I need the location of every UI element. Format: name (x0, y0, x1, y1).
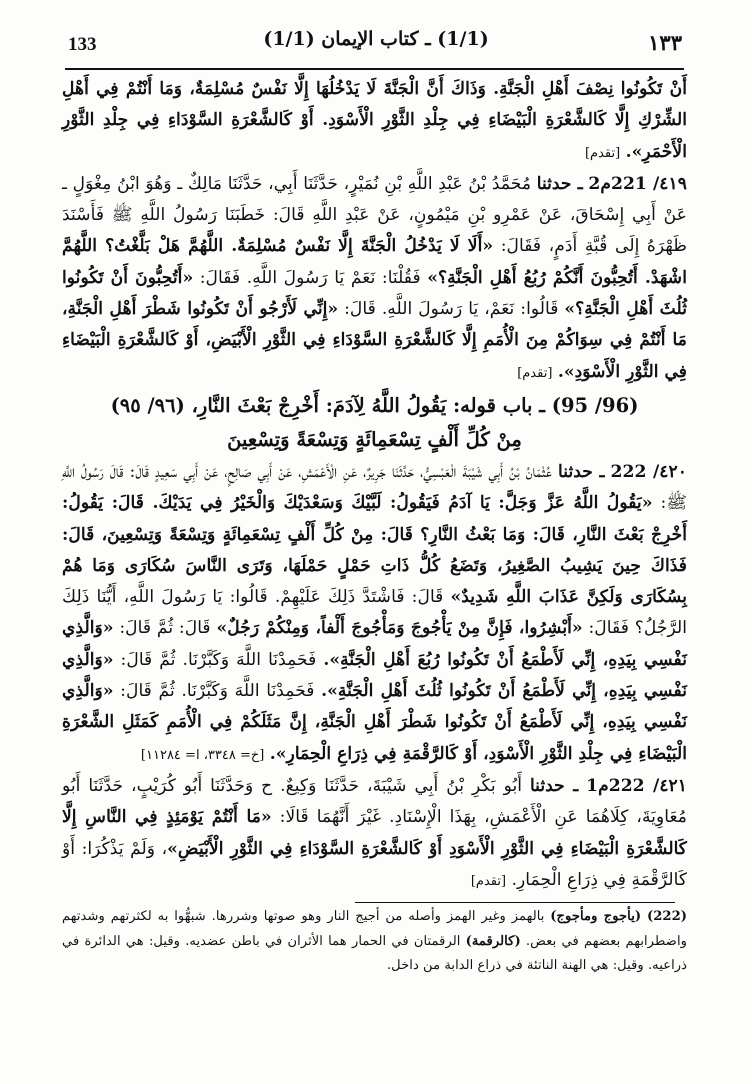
matn: «مَا أَنْتُمْ يَوْمَئِذٍ فِي النَّاسِ إِلَّا كَالشَّعْرَةِ الْبَيْضَاءِ فِي الثَّوْرِ الْأَسْوَدِ أَوْ كَالشَّعْرَةِ السَّوْدَاءِ فِي الثَّوْرِ الْأَبْيَضِ» (62, 807, 687, 859)
header-rule (65, 68, 684, 70)
haddathana-label: ـ حدثنا (529, 775, 579, 796)
main-text (62, 74, 687, 897)
hadith-420: ٤٢٠/ 222 ـ حدثنا عُثْمَانُ بْنُ أَبِي شَيْبَةَ الْعَبْسِيُّ، حَدَّثَنَا جَرِيرٌ، عَنِ الْأَعْمَشِ، عَنْ أَبِي صَالِحٍ، عَنْ أَبِي سَعِيدٍ قَالَ: قَالَ رَسُولُ اللَّهِ ﷺ: «يَقُولُ اللَّهُ عَزَّ وَجَلَّ: يَا آدَمُ فَيَقُولُ: لَبَّيْكَ وَسَعْدَيْكَ وَالْخَيْرُ فِي يَدَيْكَ. قَالَ: يَقُولُ: أَخْرِجْ بَعْثَ النَّارِ، قَالَ: وَمَا بَعْثُ النَّارِ؟ قَالَ: مِنْ كُلِّ أَلْفٍ تِسْعَمِائَةٍ وَتِسْعَةً وَتِسْعِينَ، قَالَ: فَذَاكَ حِينَ يَشِيبُ الصَّغِيرُ، وَتَضَعُ كُلُّ ذَاتِ حَمْلٍ حَمْلَهَا، وَتَرَى النَّاسَ سُكَارَى وَمَا هُمْ بِسُكَارَى وَلَكِنَّ عَذَابَ اللَّهِ شَدِيدٌ» قَالَ: فَاشْتَدَّ ذَلِكَ عَلَيْهِمْ. قَالُوا: يَا رَسُولَ اللَّهِ، أَيُّنَا ذَلِكَ الرَّجُلُ؟ فَقَالَ: «أَبْشِرُوا، فَإِنَّ مِنْ يَأْجُوجَ وَمَأْجُوجَ أَلْفاً، وَمِنْكُمْ رَجُلٌ» قَالَ: ثُمَّ قَالَ: «وَالَّذِي نَفْسِي بِيَدِهِ، إِنِّي لَأَطْمَعُ أَنْ تَكُونُوا رُبُعَ أَهْلِ الْجَنَّةِ». فَحَمِدْنَا اللَّهَ وَكَبَّرْنَا. ثُمَّ قَالَ: «وَالَّذِي نَفْسِي بِيَدِهِ، إِنِّي لَأَطْمَعُ أَنْ تَكُونُوا ثُلُثَ أَهْلِ الْجَنَّةِ». فَحَمِدْنَا اللَّهَ وَكَبَّرْنَا. ثُمَّ قَالَ: «وَالَّذِي نَفْسِي بِيَدِهِ، إِنِّي لَأَطْمَعُ أَنْ تَكُونُوا شَطْرَ أَهْلِ الْجَنَّةِ، إِنَّ مَثَلَكُمْ فِي الْأُمَمِ كَمَثَلِ الشَّعْرَةِ الْبَيْضَاءِ فِي جِلْدِ الثَّوْرِ الْأَسْوَدِ، أَوْ كَالرَّقْمَةِ فِي ذِرَاعِ الْحِمَارِ». [خ= ٣٣٤٨، ا= ١١٢٨٤] (62, 461, 688, 764)
footnote-term: (كالرقمة) (465, 933, 521, 949)
hadith-419: ٤١٩/ 221م2 ـ حدثنا مُحَمَّدُ بْنُ عَبْدِ اللَّهِ بْنِ نُمَيْرٍ، حَدَّثَنَا أَبِي، حَدَّثَنَا مَالِكٌ ـ وَهُوَ ابْنُ مِغْوَلٍ ـ عَنْ أَبِي إِسْحَاقَ، عَنْ عَمْرِو بْنِ مَيْمُونٍ، عَنْ عَبْدِ اللَّهِ قَالَ: خَطَبَنَا رَسُولُ اللَّهِ ﷺ فَأَسْنَدَ ظَهْرَهُ إِلَى قُبَّةِ أَدَمٍ، فَقَالَ: «أَلَا لَا يَدْخُلُ الْجَنَّةَ إِلَّا نَفْسٌ مُسْلِمَةٌ. اللَّهُمَّ هَلْ بَلَّغْتُ؟ اللَّهُمَّ اشْهَدْ. أَتُحِبُّونَ أَنَّكُمْ رُبُعُ أَهْلِ الْجَنَّةِ؟» فَقُلْنَا: نَعَمْ يَا رَسُولَ اللَّهِ. فَقَالَ: «أَتُحِبُّونَ أَنْ تَكُونُوا ثُلُثَ أَهْلِ الْجَنَّةِ؟» قَالُوا: نَعَمْ، يَا رَسُولَ اللَّهِ. قَالَ: «إِنِّي لَأَرْجُو أَنْ تَكُونُوا شَطْرَ أَهْلِ الْجَنَّةِ، مَا أَنْتُمْ فِي سِوَاكُمْ مِنَ الْأُمَمِ إِلَّا كَالشَّعْرَةِ السَّوْدَاءِ فِي الثَّوْرِ الْأَبْيَضِ، أَوْ كَالشَّعْرَةِ الْبَيْضَاءِ فِي الثَّوْرِ الْأَسْوَدِ». [تقدم] (62, 173, 688, 382)
isnad: أَبُو بَكْرِ بْنُ أَبِي شَيْبَةَ، حَدَّثَنَا وَكِيعٌ. ح وَحَدَّثَنَا أَبُو كُرَيْبٍ، حَدَّثَنَا أَبُو مُعَاوِيَةَ، كِلَاهُمَا عَنِ الْأَعْمَشِ، بِهَذَا الْإِسْنَادِ. غَيْرَ أَنَّهُمَا قَالَا: (62, 775, 687, 828)
reference: [تقدم] (584, 145, 621, 161)
page-number-latin: 133 (68, 34, 97, 55)
hadith-421: ٤٢١/ 222م1 ـ حدثنا أَبُو بَكْرِ بْنُ أَبِي شَيْبَةَ، حَدَّثَنَا وَكِيعٌ. ح وَحَدَّثَنَا أَبُو كُرَيْبٍ، حَدَّثَنَا أَبُو مُعَاوِيَةَ، كِلَاهُمَا عَنِ الْأَعْمَشِ، بِهَذَا الْإِسْنَادِ. غَيْرَ أَنَّهُمَا قَالَا: «مَا أَنْتُمْ يَوْمَئِذٍ فِي النَّاسِ إِلَّا كَالشَّعْرَةِ الْبَيْضَاءِ فِي الثَّوْرِ الْأَسْوَدِ أَوْ كَالشَّعْرَةِ السَّوْدَاءِ فِي الثَّوْرِ الْأَبْيَضِ»، وَلَمْ يَذْكُرَا: أَوْ كَالرَّقْمَةِ فِي ذِرَاعِ الْحِمَارِ. [تقدم] (62, 775, 688, 890)
footnote (62, 905, 687, 979)
footnote-text: بالهمز وغير الهمز وأصله من أجيج النار وهو صوتها وشررها. شبهُّوا به لكثرتهم وشدتهم واضطرابهم بعضهم في بعض. (62, 909, 687, 949)
matn: «يَقُولُ اللَّهُ عَزَّ وَجَلَّ: يَا آدَمُ فَيَقُولُ: لَبَّيْكَ وَسَعْدَيْكَ وَالْخَيْرُ فِي يَدَيْكَ. قَالَ: يَقُولُ: أَخْرِجْ بَعْثَ النَّارِ، قَالَ: وَمَا بَعْثُ النَّارِ؟ قَالَ: مِنْ كُلِّ أَلْفٍ تِسْعَمِائَةٍ وَتِسْعَةً وَتِسْعِينَ، قَالَ: فَذَاكَ حِينَ يَشِيبُ الصَّغِيرُ، وَتَضَعُ كُلُّ ذَاتِ حَمْلٍ حَمْلَهَا، وَتَرَى النَّاسَ سُكَارَى وَمَا هُمْ بِسُكَارَى وَلَكِنَّ عَذَابَ اللَّهِ شَدِيدٌ» (62, 493, 688, 608)
hadith-number: ٤١٩/ 221م2 (588, 173, 687, 194)
footnote-rule (355, 902, 675, 903)
reference: [تقدم] (517, 365, 553, 381)
reference: [خ= ٣٣٤٨، ا= ١١٢٨٤] (140, 747, 265, 763)
isnad: عُثْمَانُ بْنُ أَبِي شَيْبَةَ الْعَبْسِيُّ، حَدَّثَنَا جَرِيرٌ، عَنِ الْأَعْمَشِ، عَنْ أَبِي صَالِحٍ، عَنْ أَبِي سَعِيدٍ قَالَ: قَالَ رَسُولُ اللَّهِ ﷺ: (62, 461, 687, 514)
isnad: مُحَمَّدُ بْنُ عَبْدِ اللَّهِ بْنِ نُمَيْرٍ، حَدَّثَنَا أَبِي، حَدَّثَنَا مَالِكٌ ـ وَهُوَ ابْنُ مِغْوَلٍ ـ عَنْ أَبِي إِسْحَاقَ، عَنْ عَمْرِو بْنِ مَيْمُونٍ، عَنْ عَبْدِ اللَّهِ قَالَ: خَطَبَنَا رَسُولُ اللَّهِ ﷺ فَأَسْنَدَ ظَهْرَهُ إِلَى قُبَّةِ أَدَمٍ، فَقَالَ: (62, 173, 687, 257)
page-header (0, 0, 752, 80)
paragraph-continuation: أَنْ تَكُونُوا نِصْفَ أَهْلِ الْجَنَّةِ. وَذَاكَ أَنَّ الْجَنَّةَ لَا يَدْخُلُهَا إِلَّا نَفْسٌ مُسْلِمَةٌ، وَمَا أَنْتُمْ فِي أَهْلِ الشِّرْكِ إِلَّا كَالشَّعْرَةِ الْبَيْضَاءِ فِي جِلْدِ الثَّوْرِ الْأَسْوَدِ. أَوْ كَالشَّعْرَةِ السَّوْدَاءِ فِي جِلْدِ الثَّوْرِ الْأَحْمَرِ». [تقدم] (62, 79, 687, 162)
matn: «أَلَا لَا يَدْخُلُ الْجَنَّةَ إِلَّا نَفْسٌ مُسْلِمَةٌ. اللَّهُمَّ هَلْ بَلَّغْتُ؟ اللَّهُمَّ اشْهَدْ. أَتُحِبُّونَ أَنَّكُمْ رُبُعُ أَهْلِ الْجَنَّةِ؟» (62, 236, 687, 288)
running-title: (1/1) ـ كتاب الإيمان (1/1) (263, 28, 489, 50)
footnote-term: (يأجوج ومأجوج) (550, 909, 642, 924)
hadith-number: ٤٢٠/ 222 (610, 461, 687, 482)
haddathana-label: ـ حدثنا (536, 173, 583, 194)
haddathana-label: ـ حدثنا (558, 461, 605, 482)
page-number-arabic: ١٣٣ (648, 30, 682, 55)
chapter-heading: (96/ 95) ـ باب قوله: يَقُولُ اللَّهُ لِآدَمَ: أَخْرِجْ بَعْثَ النَّارِ، (٩٦/ ٩٥) مِنْ كُلِّ أَلْفٍ تِسْعَمِائَةٍ وَتِسْعَةً وَتِسْعِينَ (110, 393, 639, 451)
hadith-number: ٤٢١/ 222م1 (586, 775, 688, 796)
footnote-text: الرقمتان في الحمار هما الأثران في باطن عضديه. وقيل: هي الدائرة في ذراعيه. وقيل: هي الهنة الناتئة في ذراع الدابة من داخل. (62, 933, 687, 973)
footnote-number: (222) (646, 909, 687, 924)
reference: [تقدم] (470, 873, 507, 889)
